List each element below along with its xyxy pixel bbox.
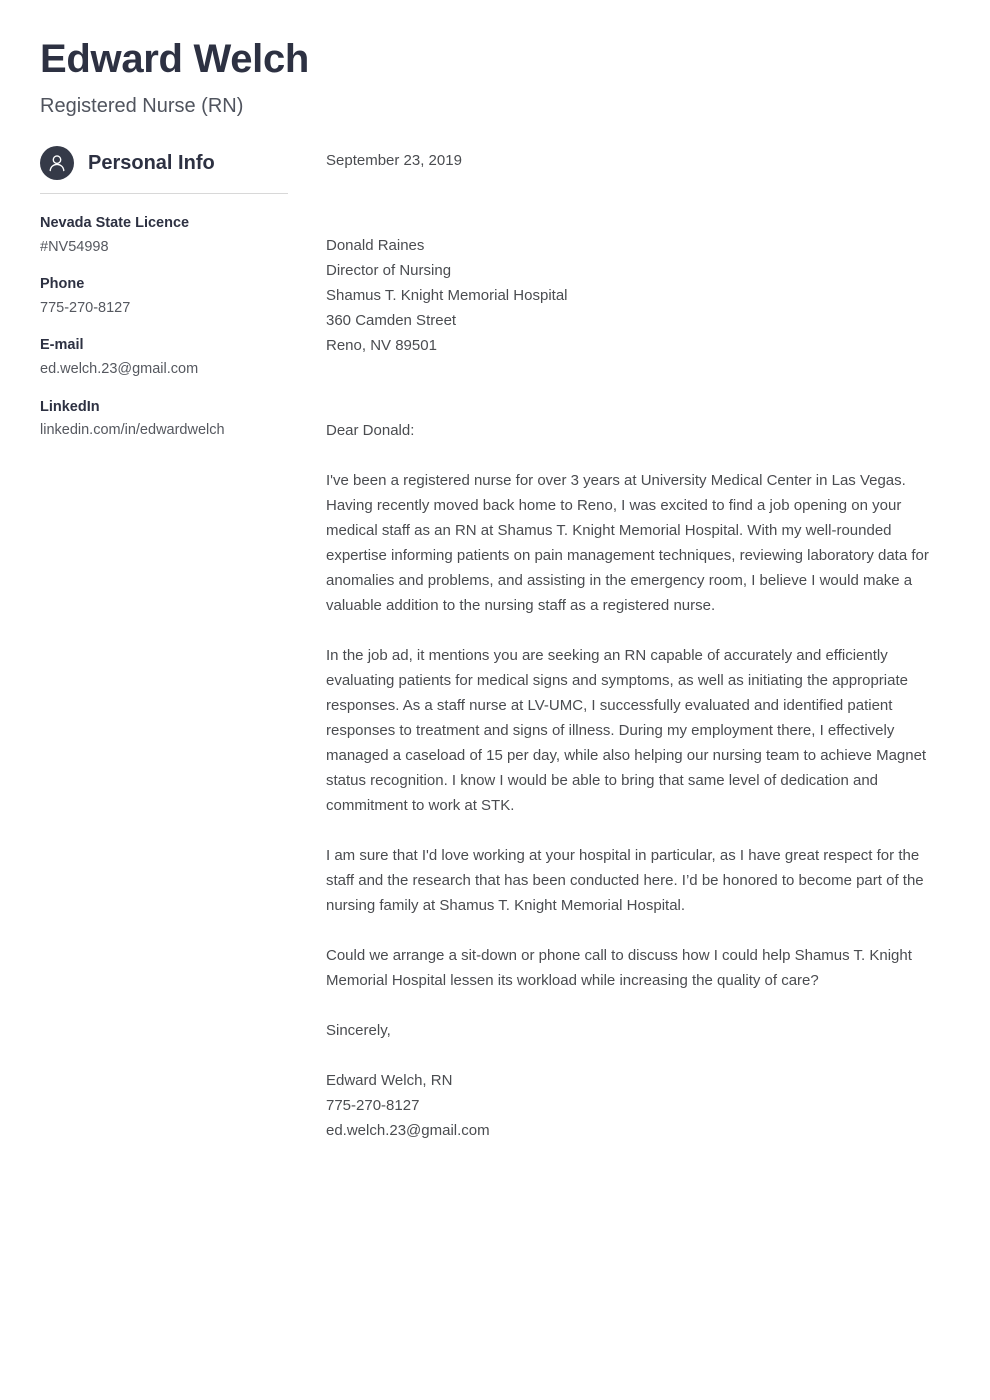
info-item-linkedin xyxy=(40,398,288,441)
letter-body xyxy=(288,146,990,1143)
spacer xyxy=(326,993,932,1018)
info-value: #NV54998 xyxy=(40,238,109,255)
main-columns xyxy=(0,146,990,1143)
signature-name: Edward Welch, RN xyxy=(326,1072,453,1090)
spacer xyxy=(326,358,932,418)
recipient-city: Reno, NV 89501 xyxy=(326,337,437,355)
salutation: Dear Donald: xyxy=(326,422,415,440)
body-paragraph: Could we arrange a sit-down or phone call to discuss how I could help Shamus T. Knight Memorial Hospital lessen its workload while increasing the quality of care? xyxy=(326,947,912,990)
signature-block xyxy=(326,1068,932,1143)
letter-header xyxy=(0,0,990,118)
section-divider xyxy=(40,193,288,194)
letter-date: September 23, 2019 xyxy=(326,152,462,170)
info-item-licence xyxy=(40,214,288,257)
closing-salutation: Sincerely, xyxy=(326,1022,391,1040)
info-value[interactable]: ed.welch.23@gmail.com xyxy=(40,361,199,377)
body-paragraph: I am sure that I'd love working at your hospital in particular, as I have great respect for the staff and the research that has been conducted here. I’d be honored to become part of the nursing family at Shamus T. Knight Memorial Hospital. xyxy=(326,847,924,915)
recipient-name: Donald Raines xyxy=(326,237,425,255)
recipient-address xyxy=(326,233,932,358)
body-paragraph: I've been a registered nurse for over 3 years at University Medical Center in Las Vegas. Having recently moved back home to Reno, I was excited to find a job opening on your medical staff as an RN at Shamus T. Knight Memorial Hospital. With my well-rounded expertise informing patients on pain management techniques, reviewing laboratory data for anomalies and problems, and assisting in the emergency room, I believe I would make a valuable addition to the nursing staff as a registered nurse. xyxy=(326,472,929,615)
spacer xyxy=(326,1043,932,1068)
personal-info-heading xyxy=(40,146,288,180)
info-value[interactable]: linkedin.com/in/edwardwelch xyxy=(40,422,225,439)
personal-info-title: Personal Info xyxy=(88,152,215,175)
info-label: E-mail xyxy=(40,337,84,354)
spacer xyxy=(326,443,932,468)
info-label: LinkedIn xyxy=(40,398,100,415)
signature-phone[interactable]: 775-270-8127 xyxy=(326,1097,420,1115)
signature-email[interactable]: ed.welch.23@gmail.com xyxy=(326,1122,490,1140)
info-value[interactable]: 775-270-8127 xyxy=(40,299,131,316)
candidate-name: Edward Welch xyxy=(40,37,310,81)
sidebar-personal-info xyxy=(0,146,288,441)
info-label: Phone xyxy=(40,276,85,293)
body-paragraph: In the job ad, it mentions you are seeking an RN capable of accurately and efficiently evaluating patients for medical signs and symptoms, as well as initiating the appropriate responses. As a staff nurse at LV-UMC, I successfully evaluated and identified patient responses to treatment and signs of illness. During my employment there, I effectively managed a caseload of 15 per day, while also helping our nursing team to achieve Magnet status recognition. I know I would be able to bring that same level of dedication and commitment to work at STK. xyxy=(326,647,927,815)
recipient-company: Shamus T. Knight Memorial Hospital xyxy=(326,287,568,305)
info-item-phone xyxy=(40,275,288,318)
recipient-street: 360 Camden Street xyxy=(326,312,457,330)
info-item-email xyxy=(40,336,288,379)
info-label: Nevada State Licence xyxy=(40,215,190,232)
spacer xyxy=(326,173,932,233)
person-icon xyxy=(40,146,74,180)
candidate-job-title: Registered Nurse (RN) xyxy=(40,95,244,118)
recipient-title: Director of Nursing xyxy=(326,262,452,280)
personal-info-list xyxy=(40,214,288,441)
